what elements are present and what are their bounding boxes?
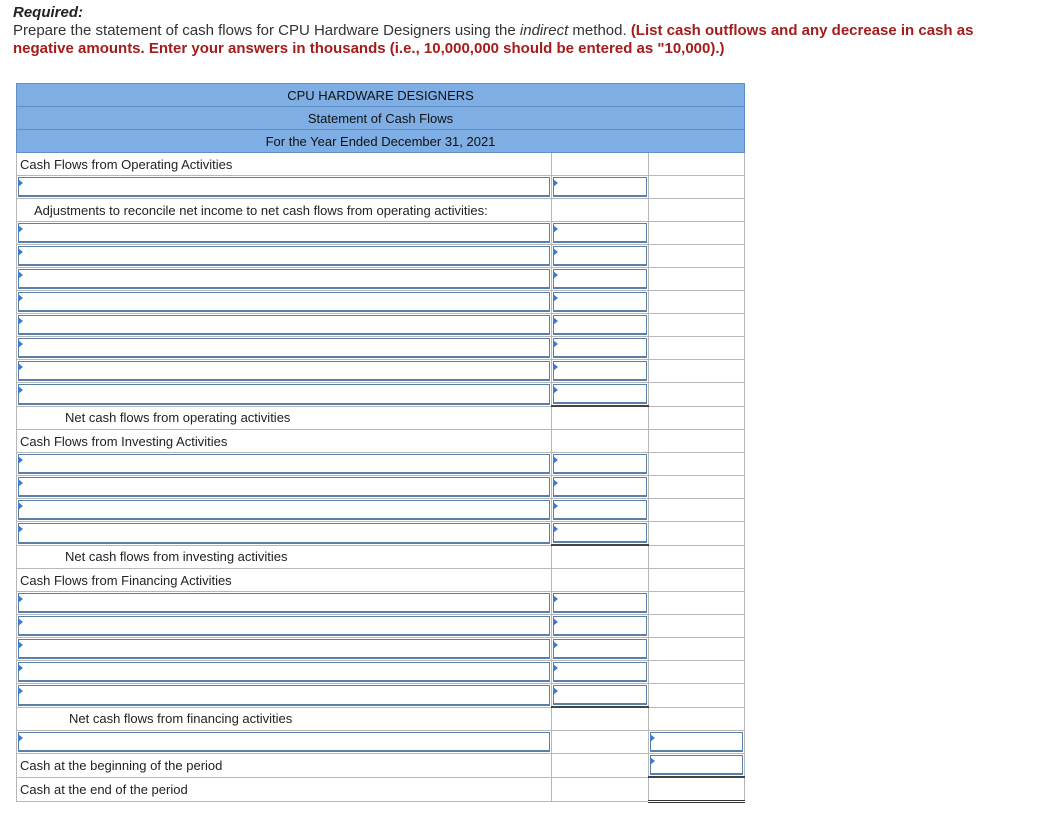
net-change-amount-input[interactable]: [650, 732, 743, 752]
instructions-note: (List cash outflows and any decrease in cash as negative amounts. Enter your answers in thousands (i.e., 10,000,000 should be entered as "10,000).): [13, 22, 974, 57]
table-row: [17, 268, 745, 291]
adjustment-amount-input[interactable]: [553, 223, 647, 243]
company-name: CPU HARDWARE DESIGNERS: [17, 84, 745, 107]
net-income-amount-input[interactable]: [553, 177, 647, 197]
investing-amount-input[interactable]: [553, 523, 647, 543]
table-row: [17, 383, 745, 407]
table-row: [17, 592, 745, 615]
investing-amount-input[interactable]: [553, 477, 647, 497]
investing-label-input[interactable]: [18, 454, 550, 474]
instructions-text-start: Prepare the statement of cash flows for CPU Hardware Designers using the: [13, 22, 520, 39]
financing-amount-input[interactable]: [553, 639, 647, 659]
cash-beginning-amount-input[interactable]: [650, 755, 743, 775]
adjustment-amount-input[interactable]: [553, 338, 647, 358]
table-row: [17, 176, 745, 199]
adjustment-amount-input[interactable]: [553, 246, 647, 266]
investing-label-input[interactable]: [18, 500, 550, 520]
table-row: [17, 522, 745, 546]
table-row: [17, 222, 745, 245]
table-row: [17, 291, 745, 314]
financing-heading: Cash Flows from Financing Activities: [17, 569, 552, 592]
statement-table: [16, 83, 745, 803]
instructions-text: [13, 22, 1023, 58]
financing-label-input[interactable]: [18, 593, 550, 613]
adjustment-label-input[interactable]: [18, 269, 550, 289]
operating-heading: Cash Flows from Operating Activities: [17, 153, 552, 176]
cash-beginning-label: Cash at the beginning of the period: [17, 754, 552, 778]
financing-amount-input[interactable]: [553, 593, 647, 613]
investing-heading: Cash Flows from Investing Activities: [17, 430, 552, 453]
adjustment-label-input[interactable]: [18, 246, 550, 266]
net-investing-label: Net cash flows from investing activities: [17, 545, 552, 569]
net-income-label-input[interactable]: [18, 177, 550, 197]
adjustment-label-input[interactable]: [18, 315, 550, 335]
table-row: [17, 476, 745, 499]
adjustment-amount-input[interactable]: [553, 384, 647, 404]
investing-amount-input[interactable]: [553, 454, 647, 474]
table-row: [17, 453, 745, 476]
net-operating-label: Net cash flows from operating activities: [17, 406, 552, 430]
adjustment-label-input[interactable]: [18, 361, 550, 381]
table-row: [17, 314, 745, 337]
cash-end-total: [649, 777, 745, 802]
table-row: [17, 360, 745, 383]
table-row: [17, 684, 745, 708]
financing-amount-input[interactable]: [553, 685, 647, 705]
financing-label-input[interactable]: [18, 685, 550, 706]
adjustment-amount-input[interactable]: [553, 269, 647, 289]
adjustment-amount-input[interactable]: [553, 361, 647, 381]
instructions-italic: indirect: [519, 22, 569, 39]
table-row: [17, 499, 745, 522]
investing-amount-input[interactable]: [553, 500, 647, 520]
statement-period: For the Year Ended December 31, 2021: [17, 130, 745, 153]
adjustment-label-input[interactable]: [18, 292, 550, 312]
adjustments-heading: Adjustments to reconcile net income to net cash flows from operating activities:: [17, 199, 552, 222]
net-change-label-input[interactable]: [18, 732, 550, 752]
adjustment-amount-input[interactable]: [553, 292, 647, 312]
table-row: [17, 615, 745, 638]
table-row: [17, 731, 745, 754]
financing-label-input[interactable]: [18, 616, 550, 636]
financing-label-input[interactable]: [18, 662, 550, 682]
table-row: [17, 661, 745, 684]
adjustment-label-input[interactable]: [18, 384, 550, 405]
required-heading: Required:: [13, 4, 84, 21]
adjustment-label-input[interactable]: [18, 338, 550, 358]
table-row: [17, 245, 745, 268]
adjustment-amount-input[interactable]: [553, 315, 647, 335]
net-operating-total: [649, 406, 745, 430]
table-row: [17, 337, 745, 360]
financing-amount-input[interactable]: [553, 662, 647, 682]
investing-label-input[interactable]: [18, 477, 550, 497]
adjustment-label-input[interactable]: [18, 223, 550, 243]
net-financing-total: [649, 707, 745, 731]
table-row: [17, 638, 745, 661]
instructions-text-end: method.: [568, 22, 631, 39]
statement-title: Statement of Cash Flows: [17, 107, 745, 130]
financing-amount-input[interactable]: [553, 616, 647, 636]
cash-end-label: Cash at the end of the period: [17, 777, 552, 802]
net-investing-total: [649, 545, 745, 569]
cash-flow-worksheet: [16, 83, 744, 803]
investing-label-input[interactable]: [18, 523, 550, 544]
net-financing-label: Net cash flows from financing activities: [17, 707, 552, 731]
financing-label-input[interactable]: [18, 639, 550, 659]
instructions: [13, 4, 1023, 58]
